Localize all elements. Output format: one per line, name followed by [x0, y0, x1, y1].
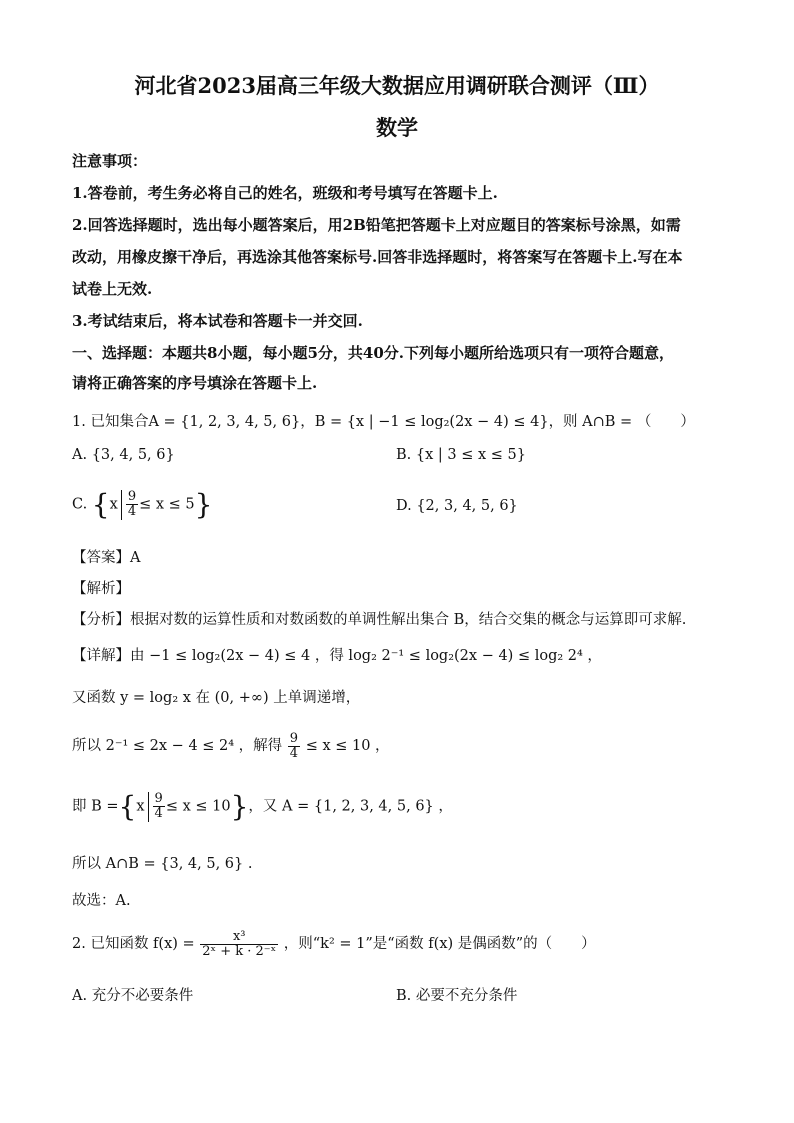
question-1-ask: ，则 A∩B = （ ）: [548, 414, 695, 430]
option-a-label: A.: [72, 447, 88, 463]
section-heading-line-1: 一、选择题：本题共8小题，每小题5分，共40分.下列每小题所给选项只有一项符合题意，: [72, 344, 674, 362]
question-2-suffix: ，则“k² = 1”是“函数 f(x) 是偶函数”的（ ）: [283, 936, 596, 953]
option-b-label: B.: [396, 447, 412, 463]
analysis-tag: 【解析】: [72, 581, 130, 597]
q2-option-a-label: A.: [72, 988, 88, 1004]
question-1-detail-1: [72, 644, 602, 665]
question-1-detail-4: 即 B ={x $\frac{9}{4}$ ≤ x ≤ 10}，又 A = {1, 2, 3, 4, 5, 6} ，: [72, 790, 453, 823]
section-heading-line-2: 请将正确答案的序号填涂在答题卡上.: [72, 374, 318, 392]
question-1-option-c: C. {x $\frac{9}{4}$ ≤ x ≤ 5}: [72, 488, 213, 521]
q2-option-b-value: 必要不充分条件: [415, 988, 518, 1004]
question-2-numerator: x³: [200, 930, 278, 945]
answer-value: A: [130, 550, 141, 566]
fenxi-text: 根据对数的运算性质和对数函数的单调性解出集合 B，结合交集的概念与运算即可求解.: [130, 612, 687, 628]
page-title: 河北省2023届高三年级大数据应用调研联合测评（Ⅲ）: [134, 73, 660, 98]
question-2-prefix: 2. 已知函数 f(x) =: [72, 936, 195, 953]
set-b: B = {x | −1 ≤ log₂(2x − 4) ≤ 4}: [314, 414, 549, 430]
question-1-option-a: [72, 447, 175, 463]
detail-tag: 【详解】: [72, 648, 130, 664]
detail-3-pre: 所以 2⁻¹ ≤ 2x − 4 ≤ 2⁴ ，解得: [72, 738, 283, 755]
question-1-option-b: [396, 447, 526, 463]
question-1-fenxi: [72, 608, 686, 629]
detail-3-numerator: 9: [289, 731, 299, 746]
option-b-value: {x | 3 ≤ x ≤ 5}: [415, 447, 526, 463]
detail-4-denominator: 4: [154, 806, 163, 821]
question-1-conclusion: 故选：A.: [72, 893, 131, 909]
detail-3-denominator: 4: [289, 745, 299, 761]
notice-item-2-line-1: 2.回答选择题时，选出每小题答案后，用2B铅笔把答题卡上对应题目的答案标号涂黑，如需: [72, 216, 681, 234]
detail-4-fraction: [153, 792, 165, 820]
question-1-detail-3: [72, 732, 390, 760]
set-a: A = {1, 2, 3, 4, 5, 6}: [148, 414, 301, 430]
question-1-comma: ，: [300, 414, 315, 430]
option-c-denominator: 4: [127, 504, 137, 519]
notice-heading: 注意事项：: [72, 152, 148, 170]
detail-3-fraction: [288, 732, 300, 760]
notice-item-3: 3.考试结束后，将本试卷和答题卡一并交回.: [72, 312, 363, 330]
detail-4-post: ≤ x ≤ 10: [165, 798, 231, 815]
question-2-option-a: [72, 984, 193, 1005]
notice-item-2-line-3: 试卷上无效.: [72, 280, 153, 298]
option-c-label: C.: [72, 496, 88, 513]
fenxi-tag: 【分析】: [72, 612, 130, 628]
detail-line-1: 由 −1 ≤ log₂(2x − 4) ≤ 4 ，得 log₂ 2⁻¹ ≤ log₂(2x − 4) ≤ log₂ 2⁴ ，: [130, 648, 602, 664]
question-2-denominator: 2ˣ + k · 2⁻ˣ: [202, 943, 277, 959]
question-1-stem: [72, 410, 695, 431]
question-2-stem: [72, 930, 596, 958]
option-d-label: D.: [396, 498, 412, 514]
question-1-detail-2: 又函数 y = log₂ x 在 (0, +∞) 上单调递增，: [72, 690, 361, 706]
option-a-value: {3, 4, 5, 6}: [91, 447, 175, 463]
question-1-answer: [72, 546, 140, 567]
q2-option-b-label: B.: [396, 988, 412, 1004]
notice-item-1: 1.答卷前，考生务必将自己的姓名，班级和考号填写在答题卡上.: [72, 184, 498, 202]
q2-option-a-value: 充分不必要条件: [91, 988, 194, 1004]
question-2-fraction: [200, 930, 278, 958]
option-c-fraction: [126, 490, 138, 518]
option-c-numerator: 9: [127, 489, 137, 505]
detail-4-pre: 即 B =: [72, 798, 119, 815]
detail-4-numerator: 9: [154, 791, 163, 807]
question-1-prefix: 1. 已知集合: [72, 414, 149, 430]
detail-4-tail: ，又 A = {1, 2, 3, 4, 5, 6} ，: [248, 798, 453, 815]
option-c-range: ≤ x ≤ 5: [139, 496, 195, 513]
answer-tag: 【答案】: [72, 550, 130, 566]
question-1-option-d: [396, 498, 518, 514]
detail-3-post: ≤ x ≤ 10 ，: [305, 738, 390, 755]
subject-title: 数学: [376, 115, 418, 140]
option-d-value: {2, 3, 4, 5, 6}: [416, 498, 518, 514]
detail-4-var: x: [136, 798, 145, 815]
question-1-detail-5: 所以 A∩B = {3, 4, 5, 6} .: [72, 856, 253, 872]
question-2-option-b: [396, 984, 517, 1005]
option-c-var: x: [109, 496, 118, 513]
notice-item-2-line-2: 改动，用橡皮擦干净后，再选涂其他答案标号.回答非选择题时，将答案写在答题卡上.写在本: [72, 248, 683, 266]
